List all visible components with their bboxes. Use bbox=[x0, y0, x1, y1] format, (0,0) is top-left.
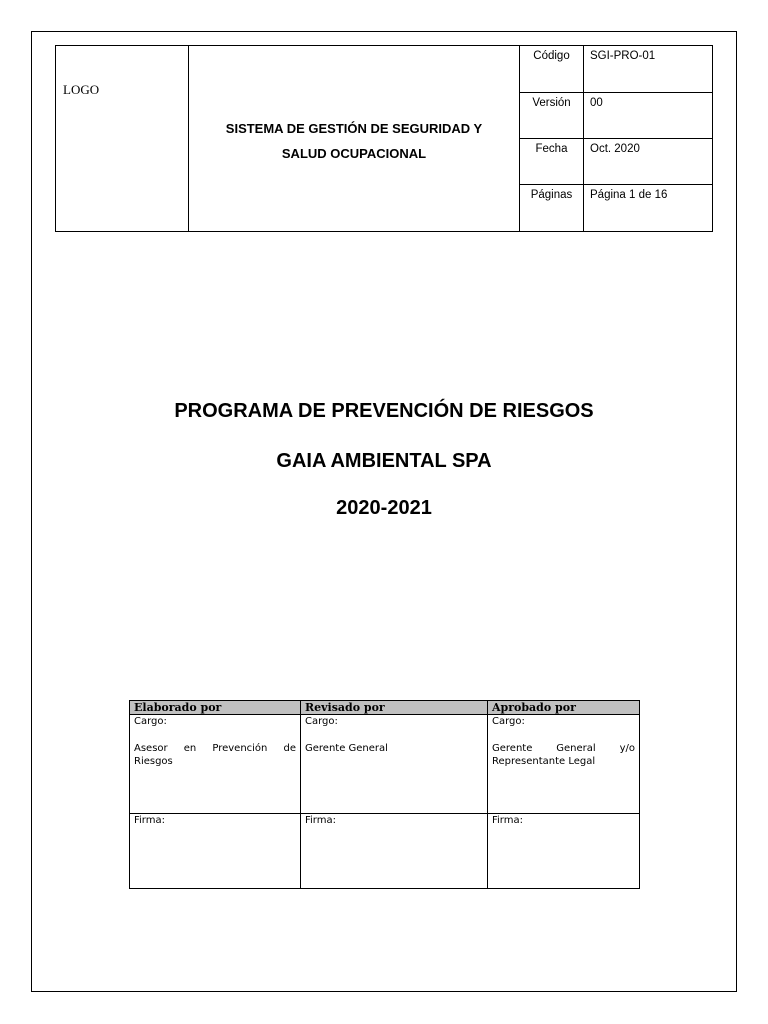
field-label-paginas: Páginas bbox=[520, 185, 584, 232]
cargo-value-elaborado: Asesor en Prevención de Riesgos bbox=[134, 743, 296, 767]
program-title: PROGRAMA DE PREVENCIÓN DE RIESGOS bbox=[174, 400, 594, 422]
firma-cell-revisado bbox=[301, 814, 488, 889]
logo-cell bbox=[56, 46, 189, 232]
header-title-cell bbox=[189, 46, 520, 232]
field-label-version: Versión bbox=[520, 93, 584, 139]
field-label-fecha: Fecha bbox=[520, 139, 584, 185]
cargo-cell-elaborado bbox=[130, 715, 301, 814]
firma-label: Firma: bbox=[305, 815, 336, 826]
col-header-revisado: Revisado por bbox=[301, 701, 488, 715]
field-value-codigo: SGI-PRO-01 bbox=[584, 46, 713, 93]
approval-table bbox=[129, 700, 640, 889]
company-name: GAIA AMBIENTAL SPA bbox=[276, 450, 492, 472]
field-value-version: 00 bbox=[584, 93, 713, 139]
firma-label: Firma: bbox=[492, 815, 523, 826]
firma-cell-elaborado bbox=[130, 814, 301, 889]
field-value-paginas: Página 1 de 16 bbox=[584, 185, 713, 232]
cargo-value-revisado: Gerente General bbox=[305, 743, 388, 754]
field-label-codigo: Código bbox=[520, 46, 584, 93]
cargo-cell-revisado bbox=[301, 715, 488, 814]
firma-cell-aprobado bbox=[488, 814, 640, 889]
logo-placeholder: LOGO bbox=[63, 82, 100, 97]
document-header-table bbox=[55, 45, 713, 232]
program-years: 2020-2021 bbox=[336, 497, 432, 519]
col-header-aprobado: Aprobado por bbox=[488, 701, 640, 715]
cargo-label: Cargo: bbox=[134, 716, 167, 727]
field-value-fecha: Oct. 2020 bbox=[584, 139, 713, 185]
header-title-line1: SISTEMA DE GESTIÓN DE SEGURIDAD Y bbox=[225, 120, 483, 136]
header-title bbox=[189, 112, 519, 166]
col-header-elaborado: Elaborado por bbox=[130, 701, 301, 715]
cargo-label: Cargo: bbox=[305, 716, 338, 727]
cargo-cell-aprobado bbox=[488, 715, 640, 814]
header-title-line2: SALUD OCUPACIONAL bbox=[281, 145, 427, 161]
cargo-label: Cargo: bbox=[492, 716, 525, 727]
firma-label: Firma: bbox=[134, 815, 165, 826]
cargo-value-aprobado: Gerente General y/o Representante Legal bbox=[492, 743, 635, 767]
